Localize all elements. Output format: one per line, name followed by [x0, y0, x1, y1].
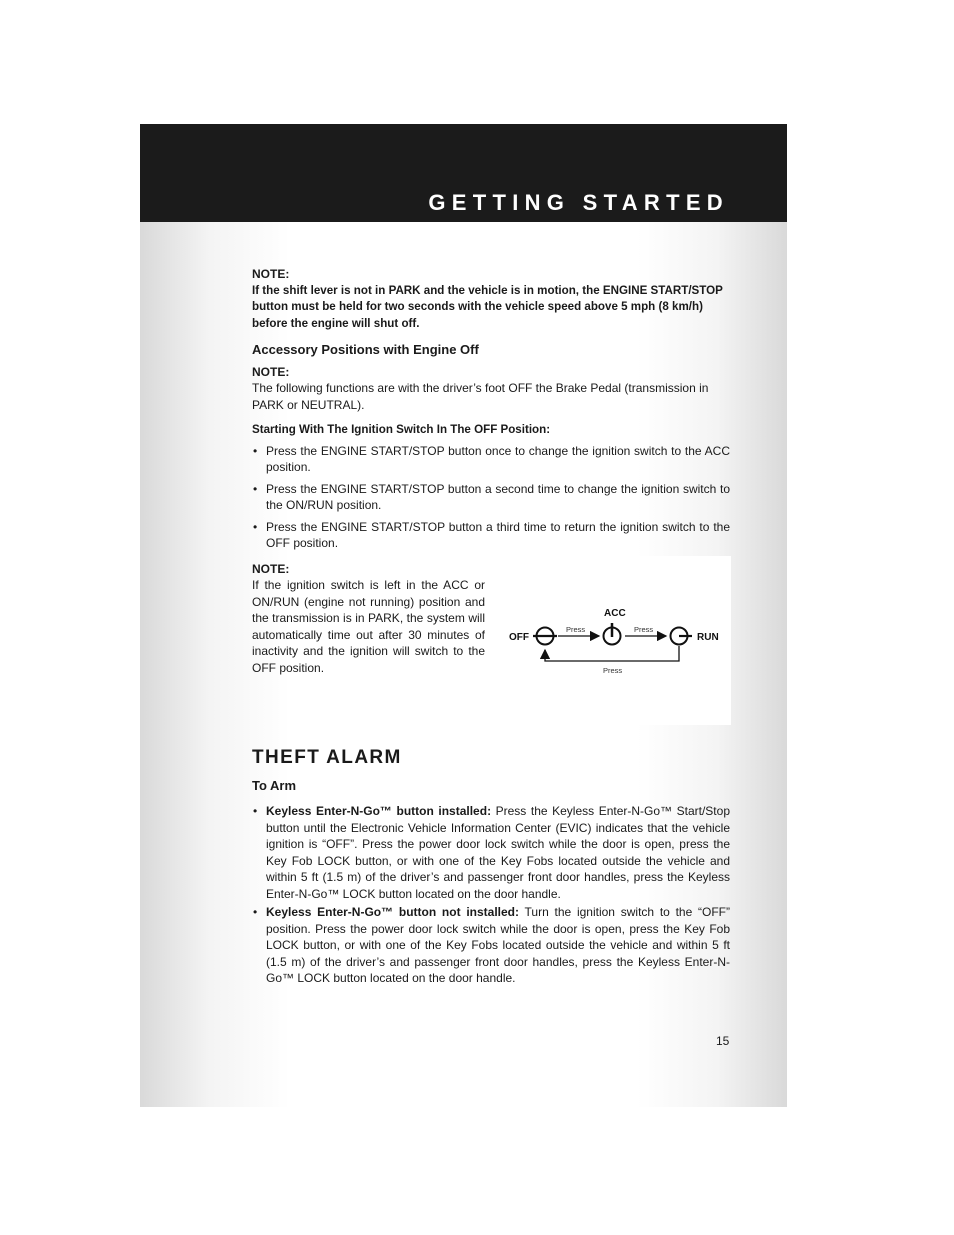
bullet-glyph: •	[253, 443, 258, 458]
list-item-text: Press the Keyless Enter-N-Go™ Start/Stop button until the Electronic Vehicle Information Center (EVIC) indicates that the vehicle ignition is “OFF”. Press the power door lock switch while the door is open, press the Key Fob LOCK button, or with one of the Key Fobs located outside the vehicle and within 5 ft (1.5 m) of the driver’s and passenger front door handles, press the Keyless Enter-N-Go™ LOCK button located on the door handle.	[266, 804, 730, 901]
bullet-glyph: •	[253, 905, 258, 919]
section-header-title: GETTING STARTED	[428, 190, 729, 215]
accessory-heading: Accessory Positions with Engine Off	[252, 342, 479, 357]
run-label: RUN	[697, 631, 719, 643]
run-position-icon	[671, 627, 693, 644]
ignition-subheading: Starting With The Ignition Switch In The OFF Position:	[252, 423, 551, 436]
bullet-glyph: •	[253, 519, 258, 534]
list-item	[252, 519, 730, 552]
to-arm-subheading: To Arm	[252, 778, 297, 793]
note-text: The following functions are with the driver’s foot OFF the Brake Pedal (transmission in PARK or NEUTRAL).	[252, 381, 709, 412]
ignition-diagram	[493, 556, 731, 725]
press-label: Press	[566, 624, 586, 634]
list-item-text: Press the ENGINE START/STOP button once to change the ignition switch to the ACC position.	[266, 443, 730, 474]
ignition-steps-list	[252, 443, 730, 552]
arrow-run-to-off	[545, 646, 679, 661]
theft-alarm-title: THEFT ALARM	[252, 747, 402, 768]
off-label: OFF	[509, 631, 529, 643]
note-text: If the shift lever is not in PARK and the vehicle is in motion, the ENGINE START/STOP button must be held for two seconds with the vehicle speed above 5 mph (8 km/h) before the engine will shut off.	[252, 283, 723, 330]
timeout-note	[252, 561, 485, 677]
note-label: NOTE:	[252, 364, 290, 379]
list-item	[252, 803, 730, 902]
off-position-icon	[533, 627, 557, 644]
page-number: 15	[716, 1034, 730, 1048]
section-header-bar	[140, 124, 787, 222]
bullet-glyph: •	[253, 804, 258, 818]
acc-label: ACC	[604, 607, 626, 619]
press-label: Press	[634, 624, 654, 634]
acc-position-icon	[604, 623, 621, 645]
list-item-lead: Keyless Enter-N-Go™ button installed:	[266, 804, 492, 818]
bullet-glyph: •	[253, 481, 258, 496]
list-item	[252, 904, 730, 987]
list-item	[252, 481, 730, 514]
list-item-text: Turn the ignition switch to the “OFF” position. Press the power door lock switch while the door is open, press the Key Fob LOCK button, or with one of the Key Fobs located outside the vehicle and within 5 ft (1.5 m) of the driver’s and passenger front door handles, press the Keyless Enter-N-Go™ LOCK button located on the door handle.	[266, 905, 730, 985]
note-text: If the ignition switch is left in the ACC or ON/RUN (engine not running) position and the transmission is in PARK, the system will automatically time out after 30 minutes of inactivity and the ignition will switch to the OFF position.	[252, 578, 485, 675]
arming-steps-list	[252, 803, 730, 989]
list-item-text: Press the ENGINE START/STOP button a third time to return the ignition switch to the OFF position.	[266, 519, 730, 550]
note-label: NOTE:	[252, 561, 290, 576]
ignition-diagram-svg	[493, 556, 731, 725]
note-label: NOTE:	[252, 267, 290, 281]
list-item-lead: Keyless Enter-N-Go™ button not installed:	[266, 905, 520, 919]
main-content	[252, 266, 730, 731]
list-item	[252, 443, 730, 476]
list-item-text: Press the ENGINE START/STOP button a second time to change the ignition switch to the ON/RUN position.	[266, 481, 730, 512]
press-label: Press	[603, 665, 623, 675]
note-with-diagram	[252, 561, 730, 731]
